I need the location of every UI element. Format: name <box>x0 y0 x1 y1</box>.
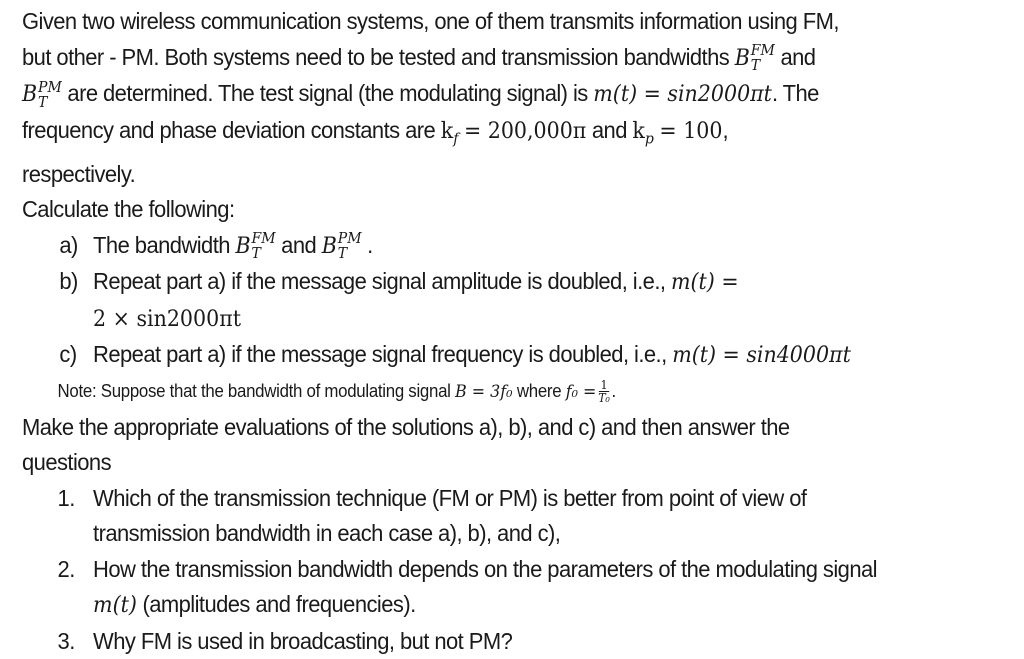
bandwidth-pm-scripts <box>38 77 62 111</box>
task-a-bfm-scripts <box>252 231 276 261</box>
problem-text <box>22 4 943 659</box>
kf-subscript: f <box>453 129 459 148</box>
question-3-line-1: Why FM is used in broadcasting, but not PM? <box>93 627 513 654</box>
question-label-2: 2. <box>57 555 75 582</box>
subscript-t: T <box>38 92 48 111</box>
bandwidth-pm-symbol: B <box>22 82 38 107</box>
intro-line-4 <box>22 113 943 157</box>
intro-text-4a: frequency and phase deviation constants are <box>22 116 436 143</box>
task-label-c: c) <box>59 341 77 368</box>
kp-value: = 100 <box>659 118 723 144</box>
note-bandwidth-equation: B = 3f₀ <box>455 381 513 402</box>
note-fraction <box>598 379 609 404</box>
note-end: . <box>611 380 616 401</box>
question-3 <box>22 624 943 659</box>
intro-line-1 <box>22 4 943 40</box>
task-text-b: Repeat part a) if the message signal amplitude is doubled, i.e., <box>93 268 666 295</box>
task-text-c: Repeat part a) if the message signal frequency is doubled, i.e., <box>93 341 667 368</box>
kp-symbol: k <box>632 118 645 144</box>
task-item-b <box>22 264 943 337</box>
question-1 <box>22 481 943 552</box>
intro-line-5 <box>22 157 943 193</box>
task-a-bfm-symbol: B <box>235 233 251 259</box>
superscript-pm: PM <box>38 77 62 96</box>
intro-text-1: Given two wireless communication systems, one of them transmits information using FM, <box>22 8 839 34</box>
subscript-t: T <box>750 56 761 75</box>
task-item-a <box>22 228 943 265</box>
task-a-bpm-scripts <box>338 231 362 261</box>
question-2-line-2 <box>93 587 943 624</box>
note-text: Note: Suppose that the bandwidth of modulating signal <box>57 380 451 401</box>
kf-symbol: k <box>440 118 454 144</box>
question-1-line-1: Which of the transmission technique (FM or PM) is better from point of view of <box>93 484 807 511</box>
bandwidth-fm-symbol: B <box>734 45 750 71</box>
task-text-a-end: . <box>367 231 373 258</box>
intro-text-2a: but other - PM. Both systems need to be tested and transmission bandwidths <box>22 43 730 70</box>
intro-text-4c: , <box>722 116 729 143</box>
test-signal-equation: m(t) = sin2000πt <box>593 82 772 107</box>
intro-text-3b: . The <box>771 80 819 106</box>
superscript-fm: FM <box>251 229 276 248</box>
task-text-a-and: and <box>281 231 317 258</box>
question-label-1: 1. <box>57 484 75 511</box>
bandwidth-fm-scripts <box>751 43 775 73</box>
kf-value: = 200,000π <box>463 118 587 144</box>
fraction-denominator: T₀ <box>598 391 610 406</box>
intro-line-3 <box>22 76 943 113</box>
eval-line-2: questions <box>22 449 112 476</box>
calc-heading: Calculate the following: <box>22 196 235 223</box>
eval-paragraph <box>22 410 943 481</box>
intro-text-3a: are determined. The test signal (the modulating signal) is <box>67 80 588 106</box>
note-f0-equation: f₀ = <box>565 381 597 402</box>
task-c-equation: m(t) = sin4000πt <box>672 343 851 369</box>
task-label-b: b) <box>59 268 78 295</box>
intro-text-4b: and <box>591 116 627 143</box>
task-label-a: a) <box>59 231 78 258</box>
subscript-t: T <box>251 244 261 263</box>
task-b-equation-end: 2 × sin2000πt <box>93 306 241 332</box>
task-b-equation-start: m(t) = <box>670 270 739 296</box>
kp-subscript: p <box>644 129 654 148</box>
task-a-bpm-symbol: B <box>321 233 337 259</box>
question-label-3: 3. <box>57 627 75 654</box>
note-where: where <box>516 380 562 401</box>
intro-paragraph <box>22 4 943 192</box>
intro-text-2b: and <box>780 43 816 70</box>
question-1-line-2: transmission bandwidth in each case a), b), and c), <box>93 520 561 547</box>
task-text-a: The bandwidth <box>93 231 230 258</box>
intro-text-5: respectively. <box>22 160 136 187</box>
question-2-signal: m(t) <box>93 593 137 619</box>
intro-line-2 <box>22 40 943 77</box>
task-item-c <box>22 337 943 374</box>
question-2-text: (amplitudes and frequencies). <box>142 591 416 618</box>
fraction-numerator: 1 <box>600 378 608 393</box>
superscript-pm: PM <box>337 229 362 248</box>
subscript-t: T <box>337 244 348 263</box>
question-2-line-1: How the transmission bandwidth depends on the parameters of the modulating signal <box>93 555 877 582</box>
note-line <box>22 374 943 410</box>
question-2 <box>22 552 943 624</box>
eval-line-1: Make the appropriate evaluations of the solutions a), b), and c) and then answer the <box>22 413 790 440</box>
superscript-fm: FM <box>750 41 775 60</box>
